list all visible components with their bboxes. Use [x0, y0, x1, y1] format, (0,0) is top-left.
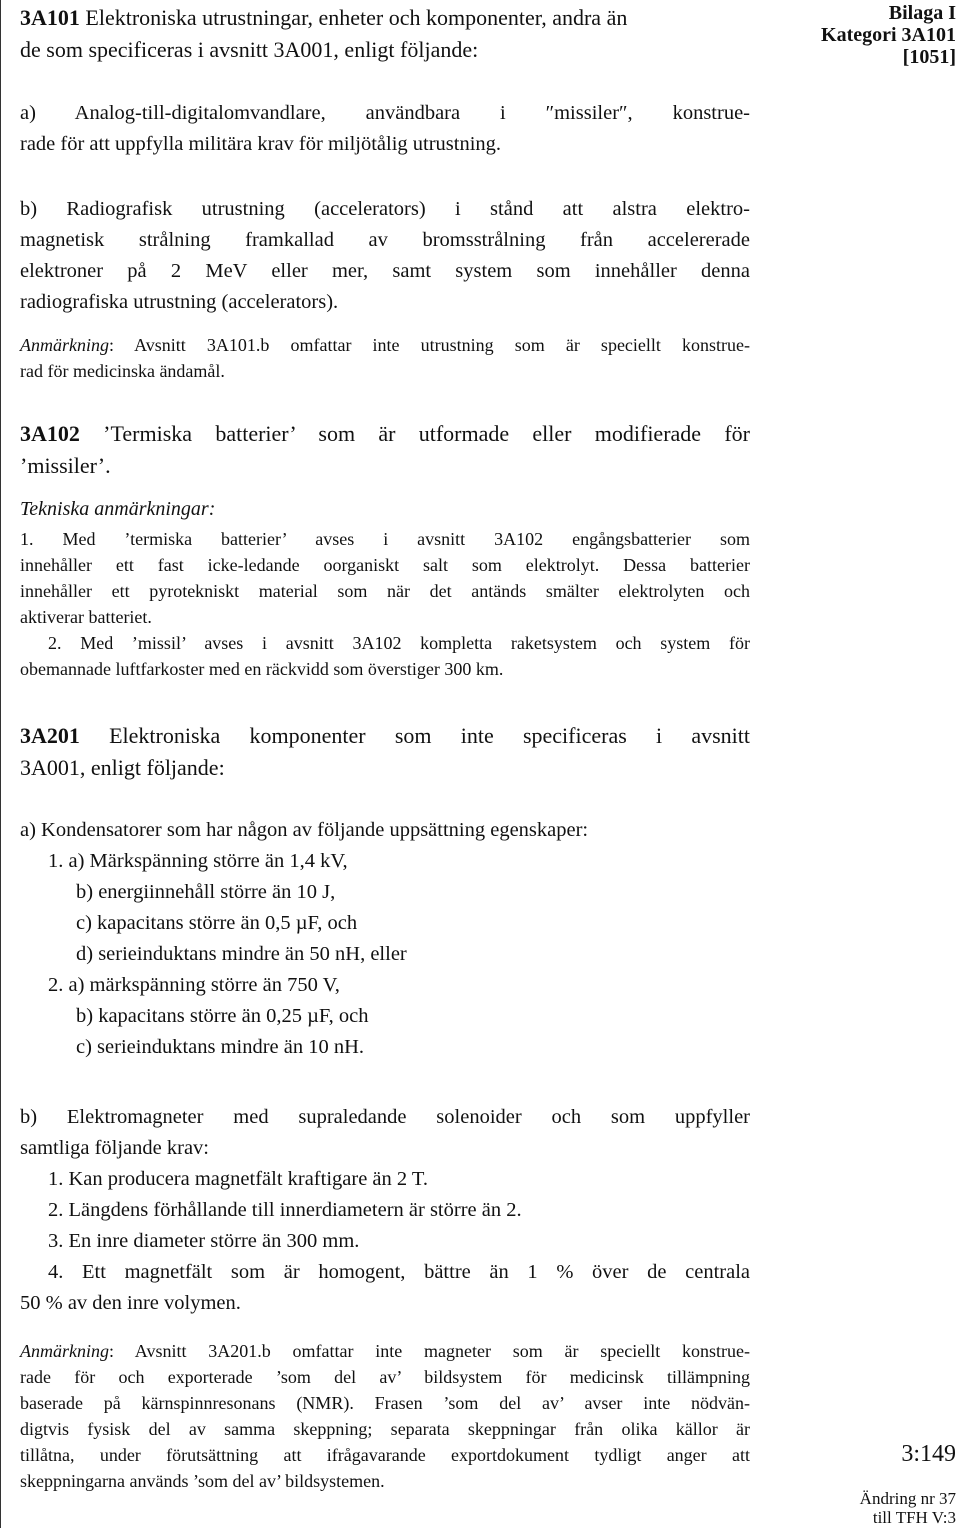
page-number: 3:149 — [901, 1441, 956, 1467]
section-3a201-item-b: b) Elektromagneter med supraledande solenoider och som uppfyller samtliga följande krav: 1. Kan producera magnetfält kraftigare än 2 T. 2. Längdens förhållande till innerdiametern är större än 2. 3. En inre diameter större än 300 mm. 4. Ett magnetfält som är homogent, bättre än 1 % över de centrala 50 % av den inre volymen. — [20, 1106, 750, 1314]
section-3a102-notes: 1. Med ’termiska batterier’ avses i avsnitt 3A102 engångsbatterier som innehåller ett fast icke-ledande oorganiskt salt som elektrolyt. Dessa batterier innehåller ett pyrotekniskt material som när det antänds smälter elektrolyten och aktiverar batteriet. 2. Med ’missil’ avses i avsnitt 3A102 kompletta raketsystem och system för obemannade luftfarkoster med en räckvidd som överstiger 300 km. — [20, 526, 750, 682]
header-category: Kategori 3A101 — [821, 24, 956, 46]
page-header — [821, 2, 956, 68]
section-3a101-title: 3A101 Elektroniska utrustningar, enheter och komponenter, andra än de som specificeras i avsnitt 3A001, enligt följande: — [20, 5, 628, 62]
section-3a201-note: Anmärkning: Avsnitt 3A201.b omfattar inte magneter som är speciellt konstrue- rade för och exporterade ’som del av’ bildsystem för medicinsk tillämpning baserade på kärnspinnresonans (NMR). Frasen ’som del av’ avser inte nödvän- digtvis fysisk del av samma skeppning; separata skeppningar från olika källor är tillåtna, under förutsättning att ifrågavarande exportdokument tydligt anger att skeppningarna används ’som del av’ bildsystemen. — [20, 1341, 750, 1491]
header-annex: Bilaga I — [888, 2, 956, 24]
section-code: 3A101 — [20, 5, 80, 30]
section-code: 3A102 — [20, 421, 80, 446]
page-footer — [860, 1489, 956, 1527]
left-margin-rule — [0, 0, 1, 1528]
technical-note-2: 2. Med ’missil’ avses i avsnitt 3A102 kompletta raketsystem och system för — [48, 633, 750, 653]
technical-notes-heading: Tekniska anmärkningar: — [20, 498, 216, 520]
technical-note-1: 1. Med ’termiska batterier’ avses i avsnitt 3A102 engångsbatterier som — [20, 529, 750, 549]
note-label: Anmärkning — [20, 1341, 109, 1361]
section-3a101-item-b: b) Radiografisk utrustning (accelerators) i stånd att alstra elektro- magnetisk strålning framkallad av bromsstrålning från accelererade elektroner på 2 MeV eller mer, samt system som innehåller denna radiografiska utrustning (accelerators). — [20, 198, 750, 313]
section-code: 3A201 — [20, 723, 80, 748]
header-number: [1051] — [902, 46, 956, 68]
footer-reference: till TFH V:3 — [872, 1508, 956, 1527]
note-label: Anmärkning — [20, 335, 109, 355]
section-3a102-title: 3A102 ’Termiska batterier’ som är utformade eller modifierade för ’missiler’. — [20, 421, 750, 478]
section-3a201-item-a: a) Kondensatorer som har någon av följande uppsättning egenskaper: 1. a) Märkspänning större än 1,4 kV, b) energiinnehåll större än 10 J, c) kapacitans större än 0,5 µF, och d) serieinduktans mindre än 50 nH, eller 2. a) märkspänning större än 750 V, b) kapacitans större än 0,25 µF, och c) serieinduktans mindre än 10 nH. — [20, 819, 589, 1058]
section-3a201-title: 3A201 Elektroniska komponenter som inte specificeras i avsnitt 3A001, enligt följande: — [20, 723, 750, 780]
section-3a101-note: Anmärkning: Avsnitt 3A101.b omfattar inte utrustning som är speciellt konstrue- rad för medicinska ändamål. — [20, 335, 750, 381]
section-3a101-item-a: a) Analog-till-digitalomvandlare, användbara i ″missiler″, konstrue- rade för att uppfylla militära krav för miljötålig utrustning. — [20, 102, 750, 155]
footer-amendment: Ändring nr 37 — [859, 1489, 956, 1508]
